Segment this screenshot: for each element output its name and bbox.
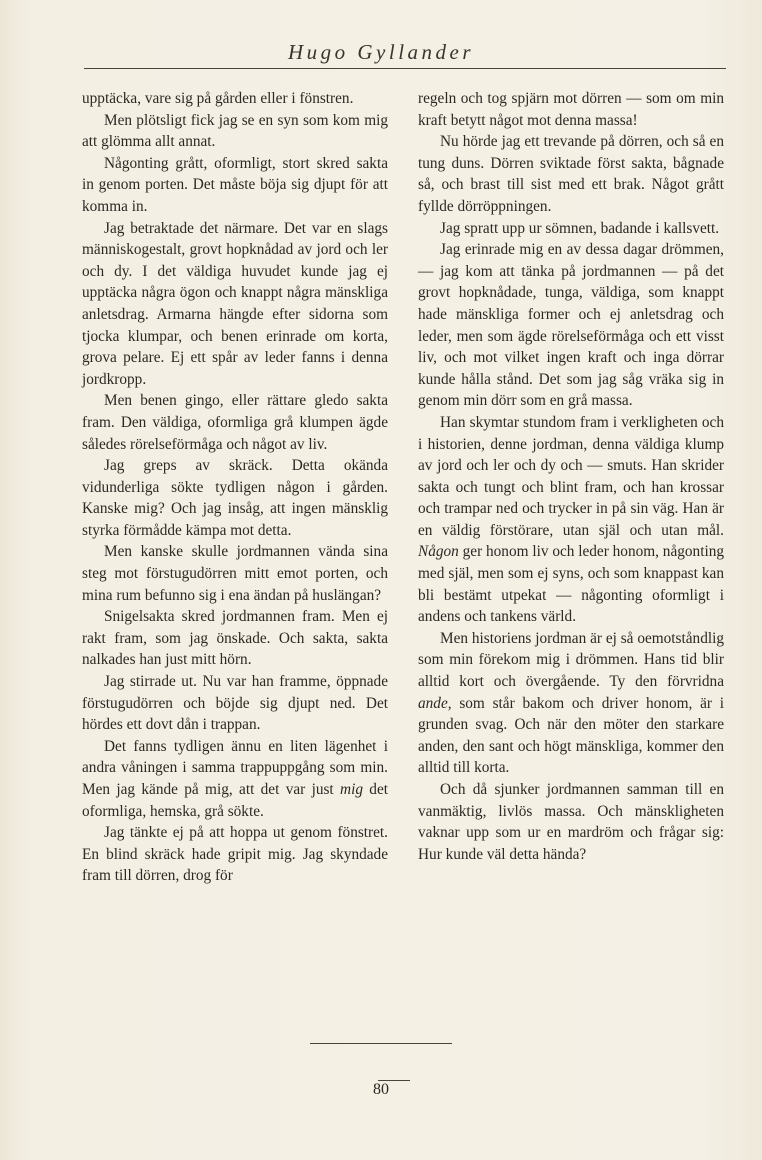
text-run: Han skymtar stundom fram i verkligheten och i historien, denne jordman, denna väldiga klump av jord och ler och dy och — smuts. Han skrider sakta och tungt och blint fram, och han krossar och trampar ned och trycker in på sin väg. Han är en väldig förstörare, utan själ och utan mål. bbox=[418, 413, 724, 539]
paragraph: Jag spratt upp ur sömnen, badande i kallsvett. bbox=[440, 219, 720, 237]
paragraph: Men kanske skulle jordmannen vända sina steg mot förstugudörren mitt emot porten, och mina rum befunno sig i ena ändan på huslängan? bbox=[82, 543, 388, 604]
text-run: det oformliga, hemska, grå sökte. bbox=[82, 781, 388, 820]
right-column bbox=[418, 88, 724, 865]
paragraph: Och då sjunker jordmannen samman till en vanmäktig, livlös massa. Och mänskligheten vaknar upp som ur en mardröm och frågar sig: Hur kunde väl detta hända? bbox=[418, 781, 724, 863]
paragraph: regeln och tog spjärn mot dörren — som om min kraft betytt något mot denna massa! bbox=[418, 90, 724, 129]
paragraph: Jag greps av skräck. Detta okända vidunderliga sökte tydligen någon i gården. Kanske mig? Och jag insåg, att ingen mänsklig styrka förmådde kämpa mot detta. bbox=[82, 457, 388, 539]
paragraph: Men benen gingo, eller rättare gledo sakta fram. Den väldiga, oformliga grå klumpen ägde således rörelseförmåga och något av liv. bbox=[82, 392, 388, 453]
italic-text: mig bbox=[340, 781, 363, 798]
paragraph: Men plötsligt fick jag se en syn som kom mig att glömma allt annat. bbox=[82, 111, 388, 151]
italic-text: ande, bbox=[418, 694, 452, 712]
paragraph bbox=[418, 628, 724, 779]
paragraph: Nu hörde jag ett trevande på dörren, och så en tung duns. Dörren sviktade först sakta, bågnade så, och brast till sist med ett brak. Något grått fyllde dörröppningen. bbox=[418, 133, 724, 215]
page-number: 80 bbox=[373, 1081, 389, 1098]
paragraph: Jag erinrade mig en av dessa dagar drömmen, — jag kom att tänka på jordmannen — på det grovt hopknådade, tunga, väldiga, som knappt hade mänskliga former och ej anletsdrag och leder, men som ägde rörelseförmåga och ett visst liv, och mot vilket ingen kraft och inga dörrar kunde hålla stånd. Det som jag såg vräka sig in genom min dörr som en grå massa. bbox=[418, 241, 724, 410]
end-rule bbox=[310, 1043, 452, 1044]
paragraph bbox=[418, 412, 724, 628]
paragraph: Snigelsakta skred jordmannen fram. Men ej rakt fram, som jag önskade. Och sakta, sakta nalkades han just mitt hörn. bbox=[82, 608, 388, 669]
text-run: Det fanns tydligen ännu en liten lägenhet i andra våningen i samma trappuppgång som min. Men jag kände på mig, att det var just bbox=[82, 737, 388, 798]
italic-text: Någon bbox=[418, 543, 459, 561]
paragraph: upptäcka, vare sig på gården eller i fönstren. bbox=[82, 90, 354, 107]
header-rule bbox=[84, 68, 726, 69]
paragraph: Jag tänkte ej på att hoppa ut genom fönstret. En blind skräck hade gripit mig. Jag skyndade fram till dörren, drog för bbox=[82, 824, 388, 885]
paragraph bbox=[82, 736, 388, 822]
paragraph: Jag betraktade det närmare. Det var en slags människogestalt, grovt hopknådad av jord och ler och dy. I det väldiga huvudet kunde jag ej upptäcka några ögon och knappt några mänskliga anletsdrag. Armarna hängde efter sidorna som tjocka klumpar, och benen erinrade om korta, grova pelare. Ej ett spår av leder fanns i denna jordkropp. bbox=[82, 219, 388, 388]
left-column bbox=[82, 88, 388, 887]
text-run: Men historiens jordman är ej så oemotståndlig som min förekom mig i drömmen. Hans tid blir alltid kort och övergående. Ty den förvridna bbox=[418, 629, 724, 691]
text-run: som står bakom och driver honom, är i grunden svag. Och när den möter den starkare anden, den sant och högt mänskliga, kommer den alltid till korta. bbox=[418, 694, 724, 777]
text-run: ger honom liv och leder honom, någonting med själ, men som ej syns, och som knappast kan bli bestämt utpekat — någonting oformligt i andens och tankens värld. bbox=[418, 543, 724, 626]
paragraph: Någonting grått, oformligt, stort skred sakta in genom porten. Det måste böja sig djupt för att komma in. bbox=[82, 154, 388, 215]
running-head-title: Hugo Gyllander bbox=[287, 40, 475, 64]
paragraph: Jag stirrade ut. Nu var han framme, öppnade förstugudörren och böjde sig djupt ned. Det hördes ett dovt dån i trappan. bbox=[82, 673, 388, 734]
